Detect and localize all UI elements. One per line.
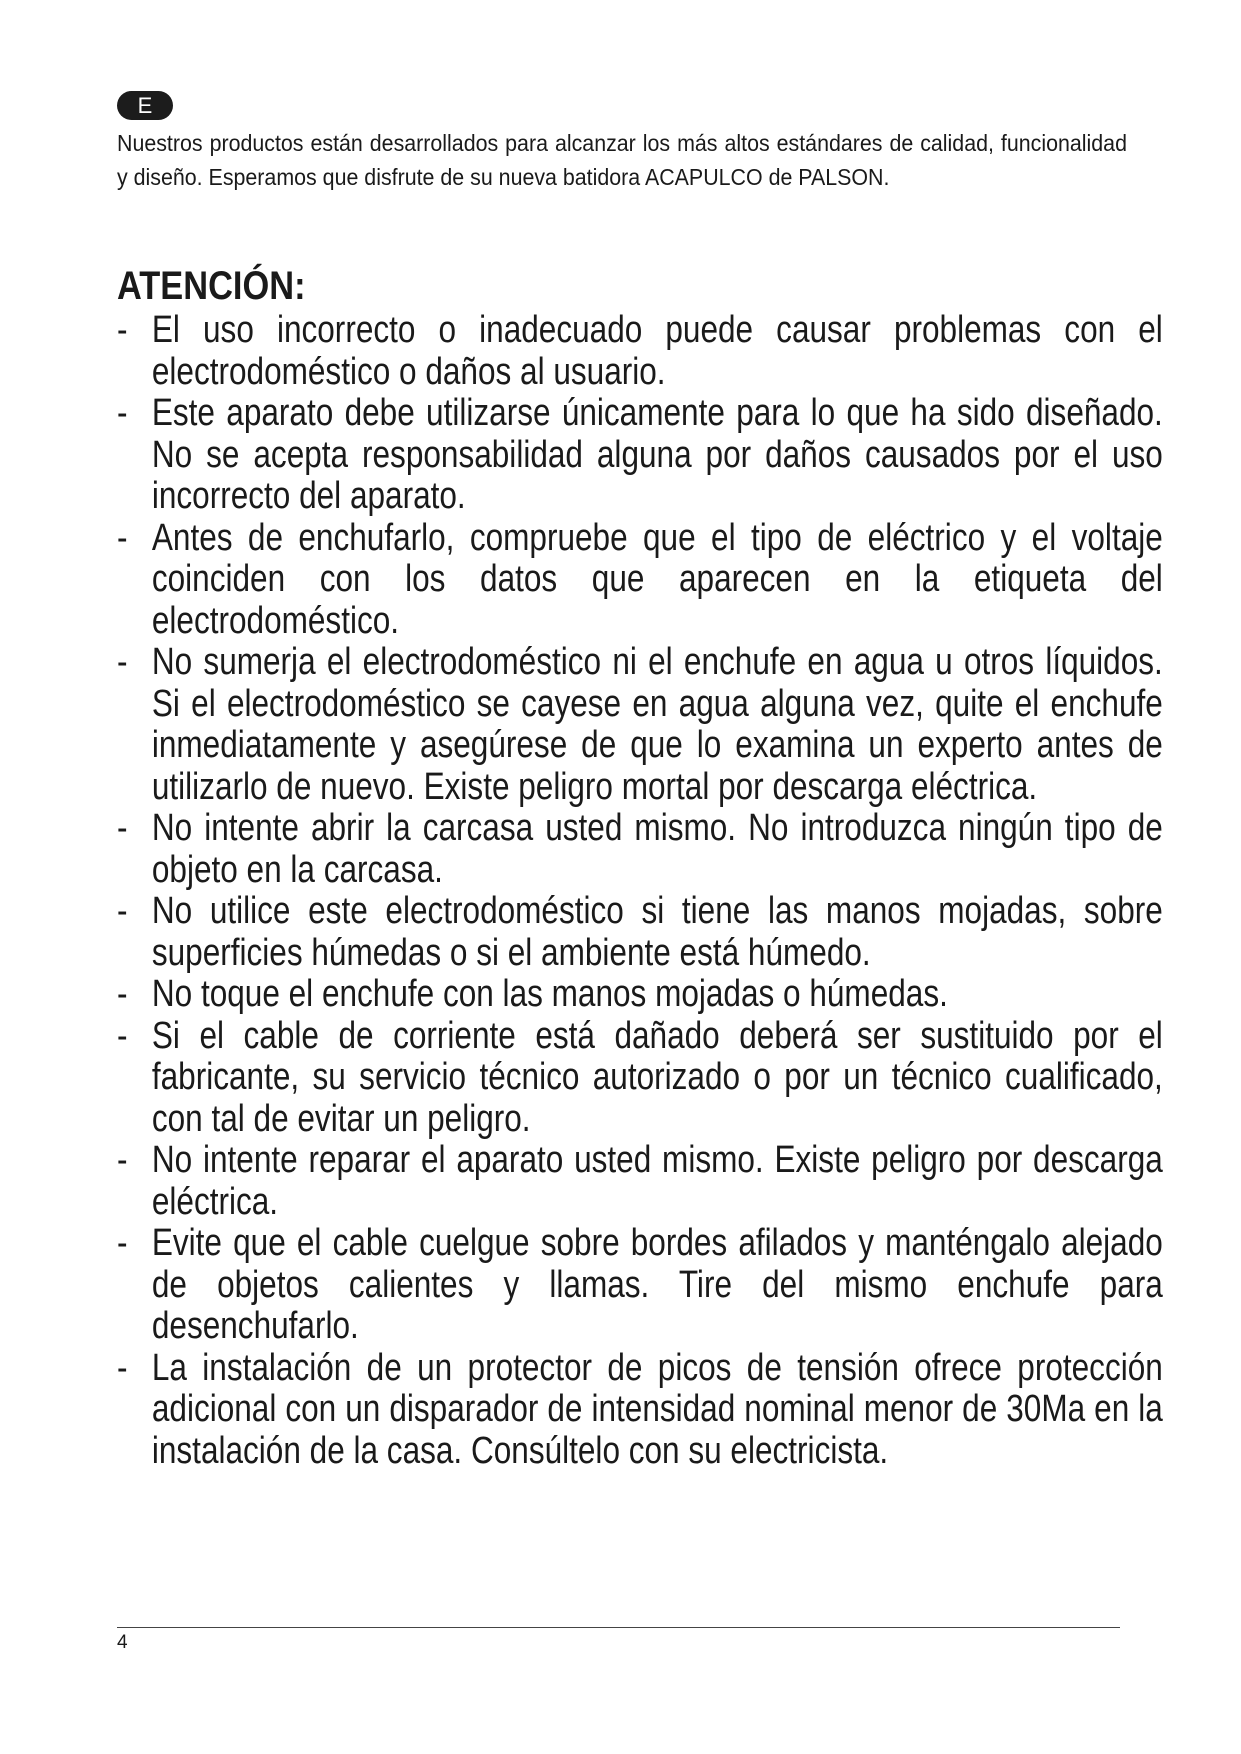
warning-item bbox=[117, 891, 1163, 974]
warning-text: Antes de enchufarlo, compruebe que el tipo de eléctrico y el voltaje coinciden con los datos que aparecen en la etiqueta del electrodoméstico. bbox=[151, 516, 1163, 642]
bullet-dash: - bbox=[117, 807, 128, 849]
warning-heading: ATENCIÓN: bbox=[117, 264, 306, 308]
warning-text: Este aparato debe utilizarse únicamente para lo que ha sido diseñado. No se acepta responsabilidad alguna por daños causados por el uso incorrecto del aparato. bbox=[151, 392, 1163, 517]
bullet-dash: - bbox=[117, 516, 128, 559]
warning-text: Evite que el cable cuelgue sobre bordes afilados y manténgalo alejado de objetos calientes y llamas. Tire del mismo enchufe para desenchufarlo. bbox=[151, 1222, 1163, 1347]
warning-text: No utilice este electrodoméstico si tiene las manos mojadas, sobre superficies húmedas o si el ambiente está húmedo. bbox=[151, 890, 1163, 974]
warning-item bbox=[117, 393, 1163, 518]
bullet-dash: - bbox=[117, 1014, 128, 1057]
bullet-dash: - bbox=[117, 890, 128, 932]
bullet-dash: - bbox=[117, 1222, 128, 1264]
warning-text: No intente abrir la carcasa usted mismo. No introduzca ningún tipo de objeto en la carcasa. bbox=[151, 807, 1163, 891]
language-badge: E bbox=[117, 91, 173, 120]
warning-text: La instalación de un protector de picos de tensión ofrece protección adicional con un disparador de intensidad nominal menor de 30Ma en la instalación de la casa. Consúltelo con su electricista. bbox=[151, 1346, 1163, 1472]
warning-text: Si el cable de corriente está dañado deberá ser sustituido por el fabricante, su servicio técnico autorizado o por un técnico cualificado, con tal de evitar un peligro. bbox=[151, 1014, 1163, 1140]
warning-item bbox=[117, 518, 1163, 643]
bullet-dash: - bbox=[117, 309, 128, 351]
intro-paragraph: Nuestros productos están desarrollados para alcanzar los más altos estándares de calidad, funcionalidad y diseño. Esperamos que disfrute de su nueva batidora ACAPULCO de PALSON. bbox=[117, 130, 1127, 190]
bullet-dash: - bbox=[117, 641, 128, 683]
bullet-dash: - bbox=[117, 392, 128, 434]
warning-item bbox=[117, 1223, 1163, 1348]
warning-text: No intente reparar el aparato usted mismo. Existe peligro por descarga eléctrica. bbox=[151, 1139, 1163, 1223]
warning-text: El uso incorrecto o inadecuado puede causar problemas con el electrodoméstico o daños al usuario. bbox=[151, 309, 1163, 393]
bullet-dash: - bbox=[117, 973, 128, 1015]
warning-item bbox=[117, 1140, 1163, 1223]
warning-item bbox=[117, 310, 1163, 393]
footer-divider bbox=[117, 1627, 1120, 1628]
warning-item bbox=[117, 1348, 1163, 1473]
warning-item bbox=[117, 974, 1163, 1016]
warning-item bbox=[117, 1016, 1163, 1141]
page-number: 4 bbox=[117, 1632, 128, 1653]
warning-text: No toque el enchufe con las manos mojadas o húmedas. bbox=[151, 973, 948, 1015]
warning-text: No sumerja el electrodoméstico ni el enchufe en agua u otros líquidos. Si el electrodoméstico se cayese en agua alguna vez, quite el enchufe inmediatamente y asegúrese de que lo examina un experto antes de utilizarlo de nuevo. Existe peligro mortal por descarga eléctrica. bbox=[151, 641, 1163, 808]
bullet-dash: - bbox=[117, 1346, 128, 1389]
bullet-dash: - bbox=[117, 1139, 128, 1181]
warning-list bbox=[117, 310, 1163, 1472]
warning-item bbox=[117, 642, 1163, 808]
warning-item bbox=[117, 808, 1163, 891]
